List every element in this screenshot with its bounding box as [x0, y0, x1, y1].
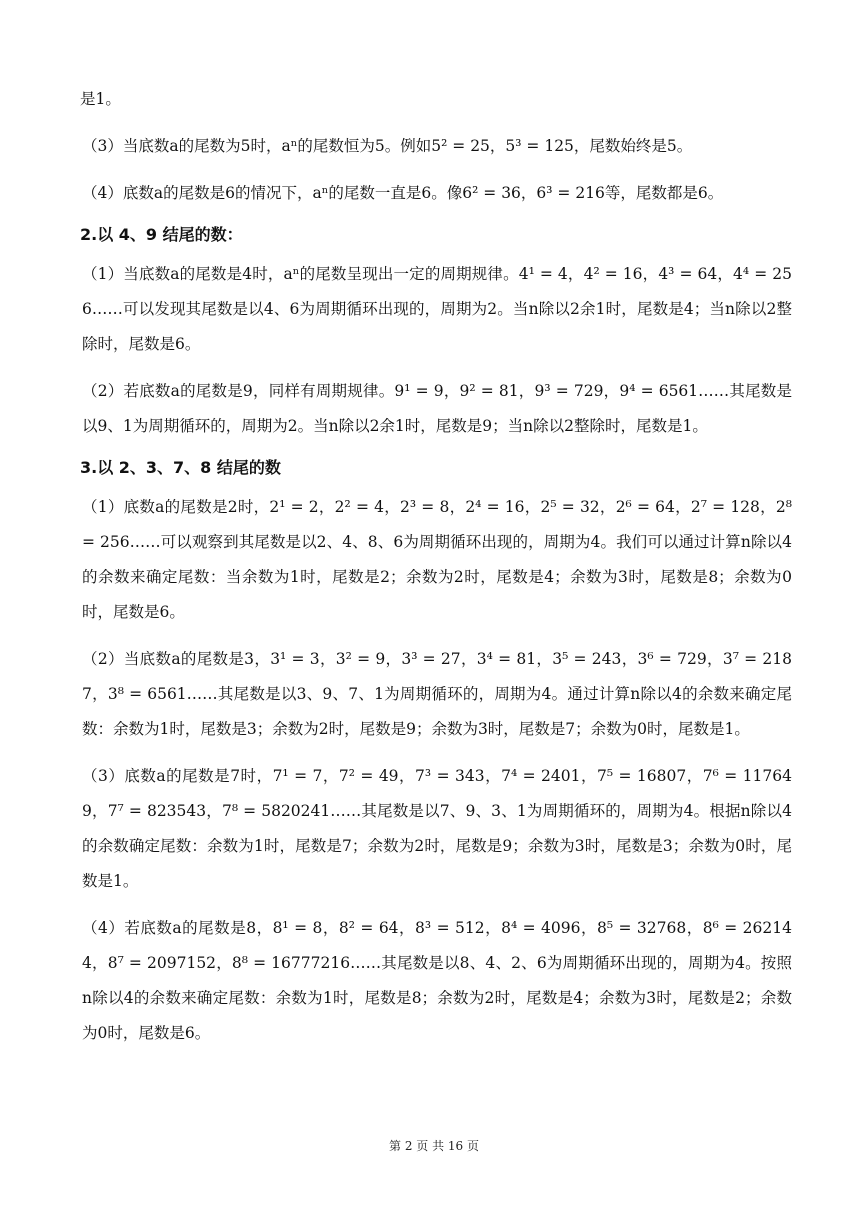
- item-tail-6: （4）底数a的尾数是6的情况下，aⁿ的尾数一直是6。像6² = 36，6³ = 216等，尾数都是6。: [82, 184, 724, 202]
- item-tail-3: （2）当底数a的尾数是3，3¹ = 3，3² = 9，3³ = 27，3⁴ = 81，3⁵ = 243，3⁶ = 729，3⁷ = 2187，3⁸ = 6561……其尾数是以3、9、7、1为周期循环的，周期为4。通过计算n除以4的余数来确定尾数：余数为1时，尾数是3；余数为2时，尾数是9；余数为3时，尾数是7；余数为0时，尾数是1。: [82, 650, 792, 738]
- item-tail-2: （1）底数a的尾数是2时，2¹ = 2，2² = 4，2³ = 8，2⁴ = 16，2⁵ = 32，2⁶ = 64，2⁷ = 128，2⁸ = 256……可以观察到其尾数是以2、4、8、6为周期循环出现的，周期为4。我们可以通过计算n除以4的余数来确定尾数：当余数为1时，尾数是2；余数为2时，尾数是4；余数为3时，尾数是8；余数为0时，尾数是6。: [82, 498, 792, 621]
- item-tail-8: （4）若底数a的尾数是8，8¹ = 8，8² = 64，8³ = 512，8⁴ = 4096，8⁵ = 32768，8⁶ = 262144，8⁷ = 2097152，8⁸ = 16777216……其尾数是以8、4、2、6为周期循环出现的，周期为4。按照n除以4的余数来确定尾数：余数为1时，尾数是8；余数为2时，尾数是4；余数为3时，尾数是2；余数为0时，尾数是6。: [82, 919, 792, 1042]
- item-tail-5: （3）当底数a的尾数为5时，aⁿ的尾数恒为5。例如5² = 25，5³ = 125，尾数始终是5。: [82, 137, 693, 155]
- section-heading-4-9: 2.以 4、9 结尾的数：: [80, 225, 243, 244]
- section-heading-2-3-7-8: 3.以 2、3、7、8 结尾的数: [80, 458, 281, 477]
- item-tail-4: （1）当底数a的尾数是4时，aⁿ的尾数呈现出一定的周期规律。4¹ = 4，4² = 16，4³ = 64，4⁴ = 256……可以发现其尾数是以4、6为周期循环出现的，周期为2。当n除以2余1时，尾数是4；当n除以2整除时，尾数是6。: [82, 265, 792, 353]
- paragraph-continuation: 是1。: [80, 90, 121, 108]
- item-tail-7: （3）底数a的尾数是7时，7¹ = 7，7² = 49，7³ = 343，7⁴ = 2401，7⁵ = 16807，7⁶ = 117649，7⁷ = 823543，7⁸ = 5820241……其尾数是以7、9、3、1为周期循环的，周期为4。根据n除以4的余数确定尾数：余数为1时，尾数是7；余数为2时，尾数是9；余数为3时，尾数是3；余数为0时，尾数是1。: [82, 767, 792, 890]
- page-number-footer: 第 2 页 共 16 页: [389, 1139, 479, 1153]
- page-content: [80, 82, 792, 1051]
- item-tail-9: （2）若底数a的尾数是9，同样有周期规律。9¹ = 9，9² = 81，9³ = 729，9⁴ = 6561……其尾数是以9、1为周期循环的，周期为2。当n除以2余1时，尾数是9；当n除以2整除时，尾数是1。: [82, 382, 792, 435]
